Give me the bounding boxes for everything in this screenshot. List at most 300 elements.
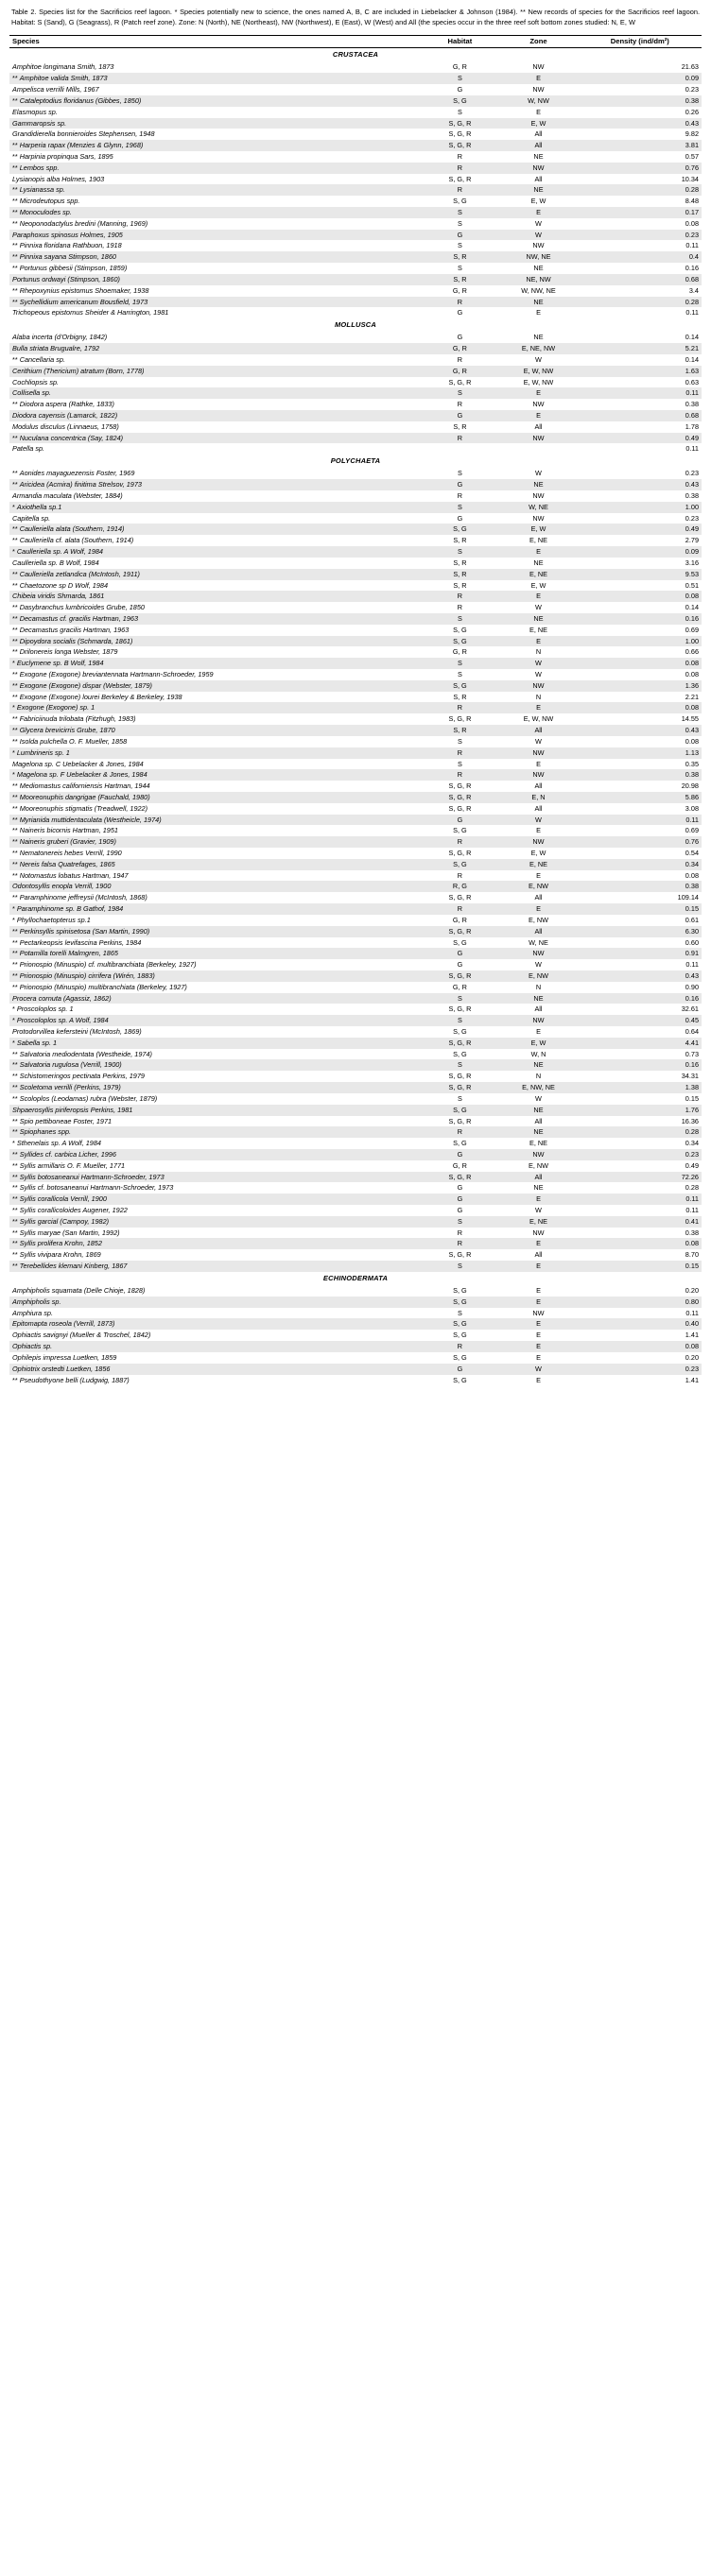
cell-zone: E, W [498,1038,578,1049]
cell-habitat: S, G, R [421,892,498,903]
cell-density: 0.16 [579,993,702,1005]
species-marker: * [12,703,15,713]
cell-species [9,1330,421,1341]
cell-zone: E, W, NW [498,377,578,388]
cell-zone: E, NW [498,970,578,982]
cell-habitat: G [421,1205,498,1216]
cell-density: 5.86 [579,792,702,803]
cell-density: 0.14 [579,332,702,343]
cell-density: 0.51 [579,580,702,592]
cell-species [9,848,421,859]
cell-zone: W [498,658,578,669]
table-row [9,332,702,343]
cell-density: 0.49 [579,524,702,535]
table-row [9,915,702,926]
species-marker: ** [12,1206,18,1214]
cell-density: 0.63 [579,377,702,388]
cell-species [9,1318,421,1330]
species-name: Pinnixa floridana Rathbuon, 1918 [19,241,122,250]
cell-density: 0.14 [579,354,702,366]
species-marker: ** [12,647,18,657]
table-row [9,558,702,569]
species-name: Pseudothyone belli (Ludgwig, 1887) [19,1375,130,1384]
cell-density: 0.28 [579,184,702,196]
table-group-row [9,318,702,332]
cell-density: 0.17 [579,207,702,218]
cell-habitat: G [421,1194,498,1205]
table-row [9,792,702,803]
species-name: Ophiactis savignyi (Mueller & Troschel, 1842) [12,1331,151,1340]
cell-density: 0.43 [579,479,702,490]
cell-density: 1.36 [579,680,702,692]
cell-species [9,613,421,625]
cell-habitat: S [421,669,498,680]
table-row [9,1015,702,1026]
cell-zone: E [498,1026,578,1038]
cell-density: 0.11 [579,959,702,970]
cell-zone: W, NE [498,502,578,513]
species-marker: ** [12,859,18,868]
cell-density: 0.38 [579,881,702,892]
cell-species [9,658,421,669]
cell-zone: All [498,1116,578,1127]
cell-zone: W [498,1364,578,1375]
cell-density: 8.70 [579,1249,702,1261]
table-row [9,1049,702,1060]
table-row [9,825,702,836]
cell-density: 0.76 [579,836,702,848]
species-name: Collisella sp. [12,388,51,398]
species-name: Monoculodes sp. [19,208,72,217]
species-name: Syllis botosaneanui Hartmann-Schroeder, 1973 [19,1172,165,1181]
table-header [9,36,702,48]
cell-species [9,151,421,163]
cell-zone: NW [498,948,578,959]
cell-habitat: S, R [421,580,498,592]
species-name: Amphipholis squamata (Delle Chioje, 1828) [12,1286,146,1296]
cell-habitat: G [421,513,498,524]
cell-habitat: S, G [421,1138,498,1149]
species-name: Nuculana concentrica (Say, 1824) [19,433,124,442]
cell-density: 0.11 [579,1308,702,1319]
cell-species [9,903,421,915]
species-name: Exogone (Exogone) sp. 1 [16,703,95,713]
species-marker: ** [12,803,18,813]
species-name: Elasmopus sp. [12,107,58,116]
cell-zone: E, W [498,118,578,129]
cell-habitat: R [421,1238,498,1249]
species-marker: ** [12,837,18,847]
cell-density: 0.45 [579,1015,702,1026]
species-name: Sthenelais sp. A Wolf, 1984 [16,1139,101,1148]
cell-zone: NE [498,1105,578,1116]
species-name: Glycera brevicirris Grube, 1870 [19,726,115,735]
table-caption: Table 2. Species list for the Sacrificios reef lagoon. * Species potentially new to science, the ones named A, B, C are included in Liebelacker & Johnson (1984). ** New records of species for the Sacrificios reef lagoon. Habitat: S (Sand), G (Seagrass), R (Patch reef zone). Zone: N (North), NE (Northeast), NW (Northwest), E (East), W (West) and All (the species occur in the three reef soft bottom zones studied: N, E, W [11,8,700,26]
cell-habitat: G [421,948,498,959]
table-row [9,1238,702,1249]
table-row [9,948,702,959]
cell-species [9,443,421,455]
cell-species [9,163,421,174]
cell-habitat: S, G, R [421,1082,498,1093]
cell-density: 3.4 [579,285,702,297]
cell-density: 0.15 [579,1093,702,1105]
table-row [9,1364,702,1375]
species-marker: ** [12,208,18,217]
cell-density: 109.14 [579,892,702,903]
cell-habitat: R, G [421,881,498,892]
cell-habitat: S, G [421,1049,498,1060]
species-name: Prionospio (Minuspio) multibranchiata (Berkeley, 1927) [19,982,187,991]
species-name: Prionospio (Minuspio) cirrifera (Wirén, 1883) [19,970,155,980]
cell-species [9,377,421,388]
species-name: Trichopeous epistomus Sheider & Harrington, 1981 [12,308,169,318]
species-marker: ** [12,1216,18,1226]
cell-species [9,948,421,959]
table-row [9,1004,702,1015]
cell-zone: W, NW, NE [498,285,578,297]
table-row [9,636,702,647]
table-row [9,84,702,95]
species-marker: * [12,904,15,914]
cell-density: 5.21 [579,343,702,354]
cell-zone: NW [498,769,578,781]
cell-habitat: G [421,1364,498,1375]
cell-species [9,1105,421,1116]
cell-zone: W [498,602,578,613]
cell-zone: NW [498,1149,578,1160]
cell-density: 0.11 [579,307,702,318]
species-marker: ** [12,163,18,172]
table-group-label: ECHINODERMATA [9,1272,702,1285]
cell-species [9,174,421,185]
cell-zone: W [498,815,578,826]
cell-zone: E [498,702,578,713]
cell-habitat: G, R [421,982,498,993]
species-name: Spio pettiboneae Foster, 1971 [19,1116,113,1125]
species-name: Nematonereis hebes Verrill, 1990 [19,849,122,857]
cell-zone: E, NW [498,881,578,892]
cell-density: 0.11 [579,443,702,455]
cell-habitat: S, G, R [421,1038,498,1049]
cell-zone: NE [498,1126,578,1138]
cell-density: 0.91 [579,948,702,959]
cell-density: 4.41 [579,1038,702,1049]
cell-species [9,825,421,836]
cell-habitat: G [421,230,498,241]
species-marker: ** [12,95,18,105]
species-marker: ** [12,580,18,590]
cell-species [9,646,421,658]
cell-density: 0.28 [579,1182,702,1194]
species-name: Cataleptodius floridanus (Gibbes, 1850) [19,95,142,105]
cell-habitat: G, R [421,1160,498,1172]
species-name: Protodorvillea kefersteini (McIntosh, 1869) [12,1027,142,1036]
table-row [9,602,702,613]
species-name: Paramphinome jeffreysii (McIntosh, 1868) [19,893,147,902]
column-header-density: Density (ind/dm²) [579,36,702,48]
cell-habitat: S, G [421,95,498,107]
species-marker: ** [12,1262,18,1271]
cell-density: 34.31 [579,1071,702,1082]
species-name: Decamastus cf. gracilis Hartman, 1963 [19,613,139,623]
cell-habitat: S, G, R [421,1172,498,1183]
species-name: Naineris gruberi (Gravier, 1909) [19,837,116,847]
cell-density: 0.08 [579,591,702,602]
cell-zone: NE [498,1059,578,1071]
cell-species [9,332,421,343]
cell-habitat: R [421,747,498,759]
cell-zone: NW [498,84,578,95]
column-header-habitat: Habitat [421,36,498,48]
cell-zone: NW [498,680,578,692]
species-name: Drilonereis longa Webster, 1879 [19,647,118,657]
cell-species [9,881,421,892]
species-marker: ** [12,960,18,970]
cell-habitat: S [421,468,498,479]
cell-species [9,736,421,747]
cell-species [9,1249,421,1261]
cell-species [9,1261,421,1272]
cell-density: 0.66 [579,646,702,658]
table-row [9,263,702,274]
cell-species [9,1004,421,1015]
species-marker: ** [12,141,18,150]
cell-zone: All [498,781,578,792]
cell-density: 0.08 [579,658,702,669]
cell-habitat: S, G [421,1105,498,1116]
cell-species [9,1352,421,1364]
cell-density: 0.43 [579,118,702,129]
species-marker: ** [12,1183,18,1193]
cell-species [9,859,421,870]
cell-species [9,479,421,490]
species-marker: ** [12,74,18,83]
cell-density: 0.09 [579,546,702,558]
cell-species [9,343,421,354]
cell-habitat [421,443,498,455]
cell-habitat: S, G [421,1330,498,1341]
species-marker: ** [12,285,18,295]
cell-density: 1.63 [579,366,702,377]
cell-density: 0.23 [579,230,702,241]
cell-habitat: S, G [421,825,498,836]
cell-species [9,502,421,513]
cell-species [9,915,421,926]
cell-species [9,892,421,903]
cell-density: 9.82 [579,129,702,140]
table-row [9,1205,702,1216]
cell-habitat: S [421,107,498,118]
cell-species [9,421,421,433]
cell-zone: E, NE [498,1138,578,1149]
cell-zone: E [498,1297,578,1308]
cell-species [9,1285,421,1297]
cell-species [9,399,421,410]
cell-zone: NE, NW [498,274,578,285]
cell-density: 0.64 [579,1026,702,1038]
cell-zone: NW [498,1308,578,1319]
species-marker: ** [12,241,18,250]
cell-habitat: R [421,903,498,915]
cell-zone: E [498,546,578,558]
table-row [9,207,702,218]
table-row [9,658,702,669]
cell-species [9,558,421,569]
cell-habitat: S, R [421,421,498,433]
table-row [9,410,702,421]
cell-zone: N [498,982,578,993]
cell-zone: E [498,1318,578,1330]
cell-density: 0.38 [579,1228,702,1239]
table-row [9,736,702,747]
species-marker: ** [12,1127,18,1137]
cell-density: 0.54 [579,848,702,859]
species-marker: ** [12,151,18,161]
table-row [9,1059,702,1071]
cell-density: 0.40 [579,1318,702,1330]
cell-density: 0.23 [579,84,702,95]
cell-zone: All [498,174,578,185]
cell-density: 0.28 [579,297,702,308]
cell-zone: NW [498,399,578,410]
cell-habitat: S, G [421,859,498,870]
species-name: Chaetozone sp D Wolf, 1984 [19,580,109,590]
cell-density: 0.11 [579,815,702,826]
species-marker: ** [12,1375,18,1384]
cell-density: 0.60 [579,937,702,949]
species-marker: ** [12,1250,18,1260]
cell-species [9,669,421,680]
table-row [9,118,702,129]
cell-species [9,1015,421,1026]
cell-habitat: G, R [421,285,498,297]
table-row [9,524,702,535]
species-name: Rhepoxynius epistomus Shoemaker, 1938 [19,285,149,295]
species-marker: ** [12,636,18,645]
cell-zone: E, NE [498,569,578,580]
cell-density: 0.15 [579,1261,702,1272]
cell-species [9,792,421,803]
cell-species [9,1194,421,1205]
table-row [9,1194,702,1205]
table-row [9,251,702,263]
cell-density: 6.30 [579,926,702,937]
cell-zone: E, N [498,792,578,803]
species-marker: ** [12,1093,18,1103]
species-marker: ** [12,354,18,364]
cell-zone: NW [498,747,578,759]
cell-density: 0.15 [579,903,702,915]
cell-species [9,285,421,297]
cell-habitat: S [421,1093,498,1105]
species-name: Dasybranchus lumbricoides Grube, 1850 [19,603,145,612]
species-marker: ** [12,849,18,857]
cell-density: 0.38 [579,490,702,502]
cell-density: 0.69 [579,625,702,636]
cell-species [9,410,421,421]
cell-habitat: S, G, R [421,803,498,815]
cell-habitat: S, G [421,1297,498,1308]
cell-density: 0.08 [579,870,702,882]
cell-species [9,725,421,736]
species-name: Amphipholis sp. [12,1297,61,1306]
cell-species [9,759,421,770]
table-row [9,421,702,433]
table-body [9,48,702,1386]
cell-species [9,207,421,218]
cell-species [9,118,421,129]
cell-zone: W [498,354,578,366]
species-name: Fabriciinuda trilobata (Fitzhugh, 1983) [19,714,136,724]
species-marker: ** [12,433,18,442]
cell-density: 0.68 [579,410,702,421]
species-name: Odontosyllis enopla Verrill, 1900 [12,882,112,891]
table-row [9,1308,702,1319]
species-marker: ** [12,1160,18,1170]
species-marker: ** [12,970,18,980]
species-marker: * [12,659,15,668]
species-name: Diodora aspera (Rathke, 1833) [19,400,114,409]
table-row [9,490,702,502]
cell-species [9,513,421,524]
cell-zone: E [498,1194,578,1205]
column-header-species: Species [9,36,421,48]
cell-zone: NE [498,263,578,274]
species-name: Patella sp. [12,444,45,454]
species-marker: ** [12,692,18,701]
cell-species [9,1116,421,1127]
table-row [9,970,702,982]
species-name: Nereis falsa Quatrefages, 1865 [19,859,115,868]
species-marker: ** [12,926,18,936]
cell-habitat: S, R [421,535,498,546]
species-marker: ** [12,870,18,880]
cell-zone: W [498,736,578,747]
species-name: Aonides mayaguezensis Foster, 1969 [19,469,135,478]
species-marker: * [12,1005,15,1014]
species-name: Aricidea (Acmira) finitima Strelsov, 1973 [19,480,142,489]
species-name: Syllis maryae (San Martin, 1992) [19,1228,120,1237]
table-row [9,702,702,713]
cell-zone: NW [498,513,578,524]
species-marker: ** [12,1072,18,1081]
species-name: Salvatoria mediodentata (Westheide, 1974) [19,1049,152,1058]
cell-habitat: S, G, R [421,1071,498,1082]
table-row [9,163,702,174]
cell-habitat: G [421,1149,498,1160]
species-name: Notomastus lobatus Hartman, 1947 [19,870,129,880]
species-name: Pinnixa sayana Stimpson, 1860 [19,252,116,262]
species-marker: ** [12,1116,18,1125]
species-name: Phyllochaetopterus sp.1 [16,915,91,924]
table-row [9,297,702,308]
table-row [9,625,702,636]
cell-zone: E [498,107,578,118]
table-row [9,307,702,318]
cell-density: 0.08 [579,1341,702,1352]
cell-zone: E [498,73,578,84]
species-name: Scoletoma verrilli (Perkins, 1979) [19,1083,121,1092]
species-name: Cerithium (Thericium) atratum (Born, 1778) [12,366,145,375]
species-name: Amphiura sp. [12,1308,53,1317]
table-row [9,387,702,399]
cell-species [9,263,421,274]
cell-species [9,433,421,444]
cell-density: 0.34 [579,1138,702,1149]
cell-zone: E [498,1261,578,1272]
species-table [9,35,702,1385]
